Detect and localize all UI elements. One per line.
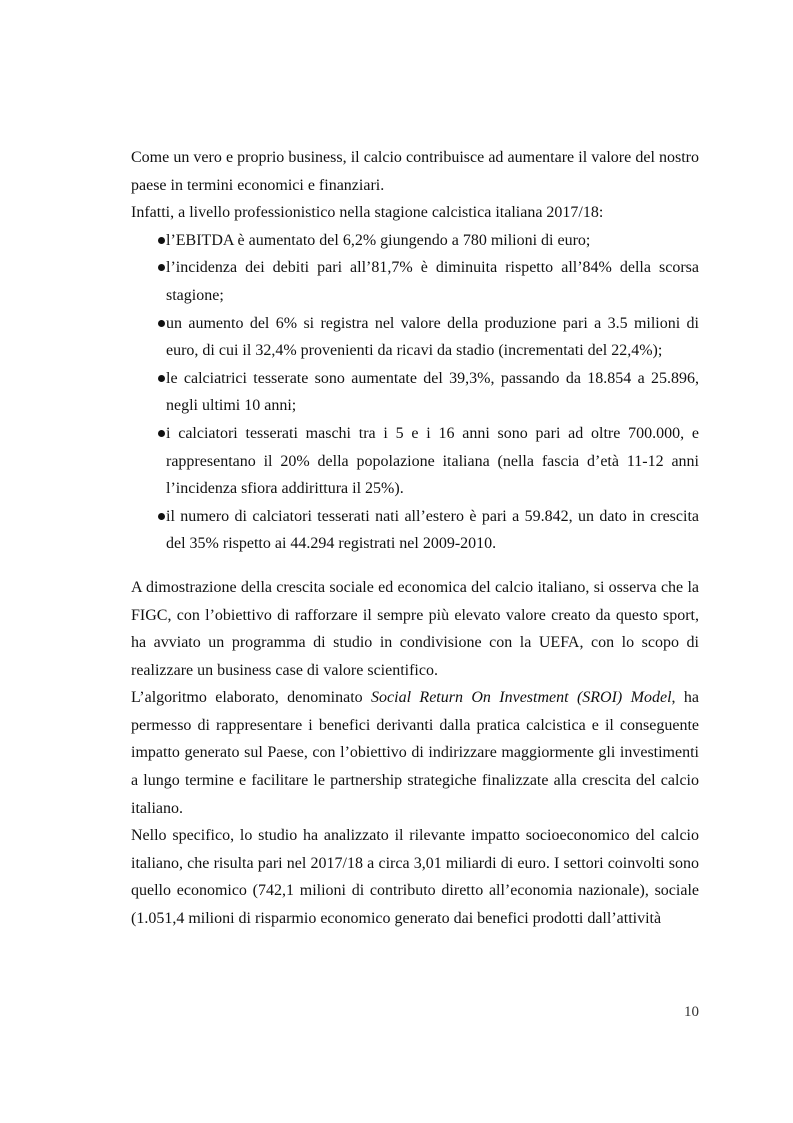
bullet-dot-icon (158, 375, 165, 382)
bullet-item-calciatori-estero (131, 503, 699, 558)
bullet-item-ebitda (131, 227, 699, 255)
sroi-model-name: Social Return On Investment (SROI) Model (371, 689, 672, 707)
sroi-text-after: , ha permesso di rappresentare i benefici derivanti dalla pratica calcistica e il conseguente impatto generato sul Paese, con l’obiettivo di indirizzare maggiormente gli investimenti a lungo termine e facilitare le partnership strategiche finalizzate alla crescita del calcio italiano. (131, 689, 700, 817)
bullet-text: un aumento del 6% si registra nel valore della produzione pari a 3.5 milioni di euro, di cui il 32,4% provenienti da ricavi da stadio (incrementati del 22,4%); (166, 314, 699, 360)
page-body (131, 144, 699, 933)
bullet-text: l’EBITDA è aumentato del 6,2% giungendo a 780 milioni di euro; (166, 231, 591, 249)
bullet-dot-icon (158, 320, 165, 327)
bullet-dot-icon (158, 264, 165, 271)
bullet-item-calciatori-maschi (131, 420, 699, 503)
section-spacer (131, 558, 699, 574)
paragraph-socioeconomic-impact: Nello specifico, lo studio ha analizzato il rilevante impatto socioeconomico del calcio italiano, che risulta pari nel 2017/18 a circa 3,01 miliardi di euro. I settori coinvolti sono quello economico (742,1 milioni di contributo diretto all’economia nazionale), sociale (1.051,4 milioni di risparmio economico generato dai benefici prodotti dall’attività (131, 827, 699, 928)
bullet-item-calciatrici (131, 365, 699, 420)
bullet-item-produzione (131, 310, 699, 365)
bullet-dot-icon (158, 513, 165, 520)
bullet-text: il numero di calciatori tesserati nati all’estero è pari a 59.842, un dato in crescita del 35% rispetto ai 44.294 registrati nel 2009-2010. (166, 507, 699, 553)
paragraph-figc-uefa: A dimostrazione della crescita sociale ed economica del calcio italiano, si osserva che la FIGC, con l’obiettivo di rafforzare il sempre più elevato valore creato da questo sport, ha avviato un programma di studio in condivisione con la UEFA, con lo scopo di realizzare un business case di valore scientifico. (131, 578, 699, 679)
bullet-dot-icon (158, 430, 165, 437)
bullet-text: i calciatori tesserati maschi tra i 5 e i 16 anni sono pari ad oltre 700.000, e rappresentano il 20% della popolazione italiana (nella fascia d’età 11-12 anni l’incidenza sfiora addirittura il 25%). (166, 424, 699, 498)
page-number: 10 (684, 1004, 699, 1020)
bullet-item-debiti (131, 254, 699, 309)
paragraph-business: Come un vero e proprio business, il calcio contribuisce ad aumentare il valore del nostro paese in termini economici e finanziari. (131, 149, 699, 194)
sroi-text-before: L’algoritmo elaborato, denominato (131, 689, 372, 707)
paragraph-season-intro: Infatti, a livello professionistico nella stagione calcistica italiana 2017/18: (131, 204, 604, 222)
bullet-text: le calciatrici tesserate sono aumentate del 39,3%, passando da 18.854 a 25.896, negli ultimi 10 anni; (166, 369, 699, 415)
bullet-dot-icon (158, 237, 165, 244)
paragraph-sroi-model (131, 684, 699, 822)
bullet-text: l’incidenza dei debiti pari all’81,7% è diminuita rispetto all’84% della scorsa stagione; (166, 259, 699, 304)
statistics-bullet-list (131, 227, 699, 558)
